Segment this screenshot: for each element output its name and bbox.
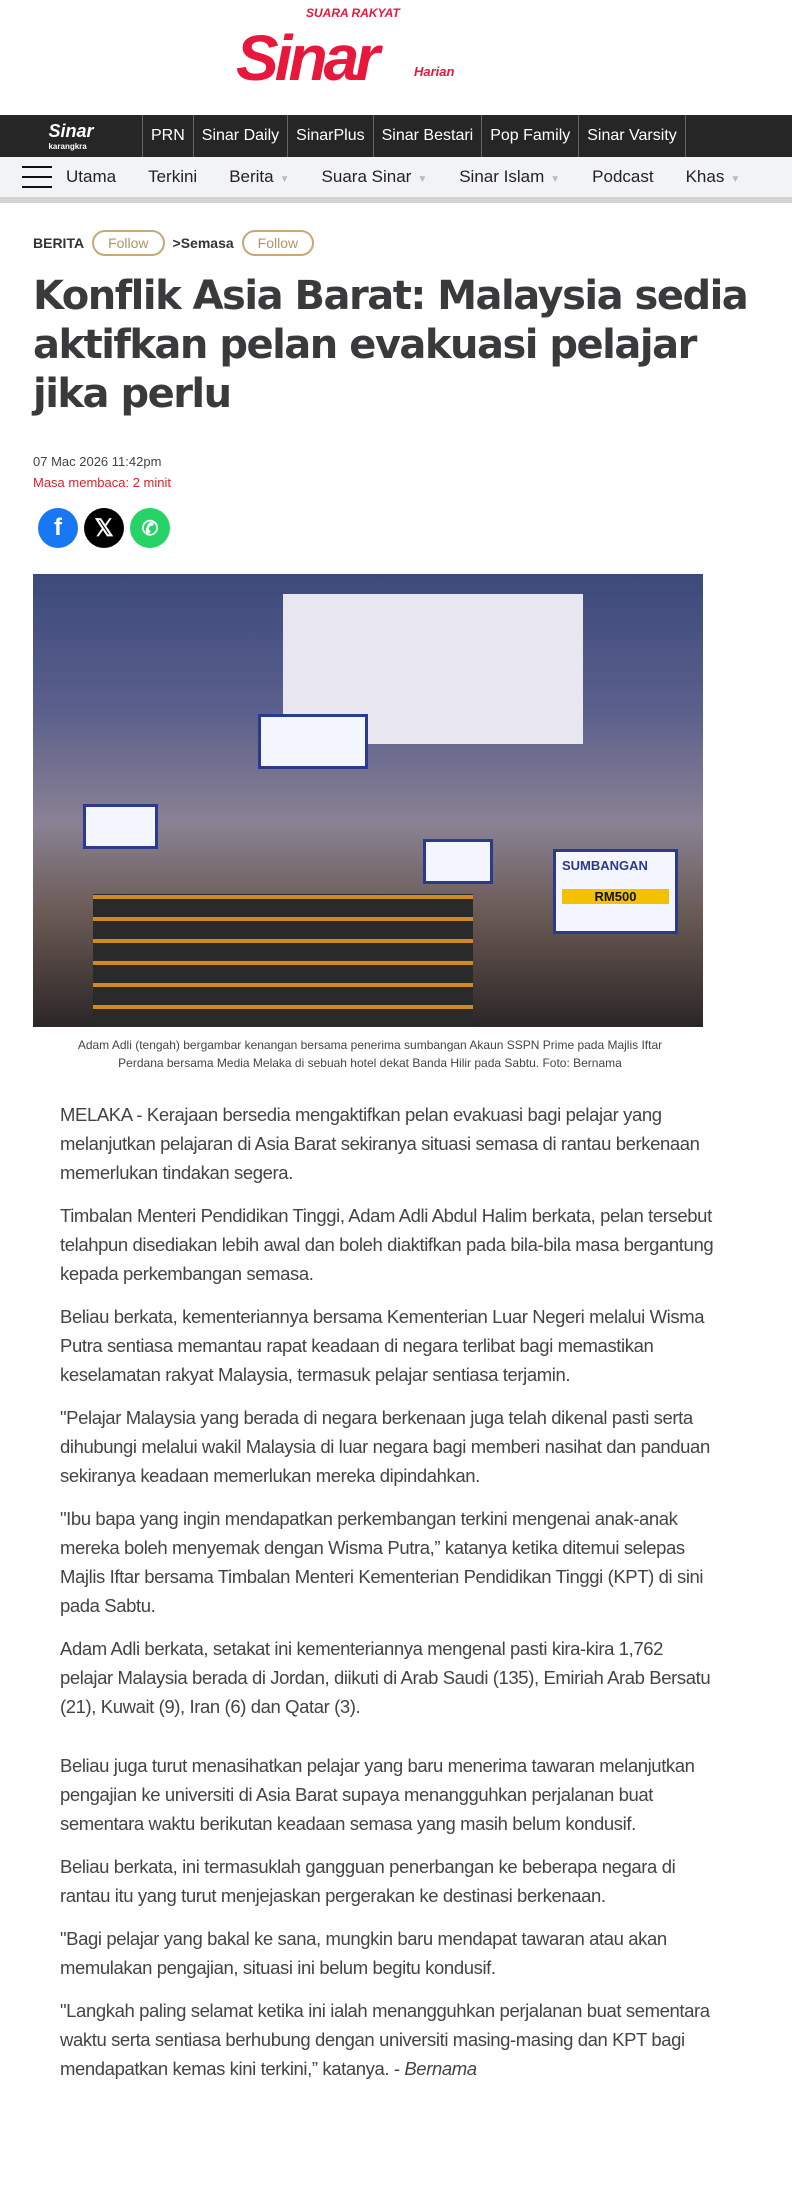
nav-berita[interactable] [229, 167, 289, 187]
sinar-harian-logo[interactable] [236, 6, 476, 98]
caret-down-icon: ▼ [279, 174, 290, 185]
main-nav [0, 157, 792, 203]
nav-terkini[interactable] [148, 167, 197, 187]
nav-khas[interactable] [686, 167, 741, 187]
network-link-sinar-varsity[interactable]: Sinar Varsity [579, 115, 686, 157]
whatsapp-share-icon[interactable]: ✆ [130, 508, 170, 548]
nav-label: Khas [685, 167, 725, 186]
caret-down-icon: ▼ [550, 174, 561, 185]
paragraph: "Bagi pelajar yang bakal ke sana, mungkin baru mendapat tawaran atau akan memulakan pengajian, situasi ini belum begitu kondusif. [60, 1928, 667, 1978]
breadcrumb-section[interactable]: BERITA [33, 235, 85, 251]
breadcrumb-subsection[interactable]: >Semasa [172, 235, 234, 251]
follow-section-button[interactable]: Follow [92, 230, 164, 256]
karangkra-brand: Sinar [48, 121, 94, 141]
article-photo [33, 574, 703, 1027]
nav-podcast[interactable] [592, 167, 653, 187]
article [33, 272, 763, 2097]
nav-label: Suara Sinar [321, 167, 412, 186]
network-link-sinar-daily[interactable]: Sinar Daily [194, 115, 288, 157]
paragraph: "Pelajar Malaysia yang berada di negara berkenaan juga telah dikenal pasti serta dihubungi melalui wakil Malaysia di luar negara bagi memberi nasihat dan panduan sekiranya keadaan memerlukan mereka dipindahkan. [60, 1407, 710, 1486]
sinar-karangkra-logo[interactable] [0, 115, 143, 157]
nav-sinar-islam[interactable] [459, 167, 560, 187]
paragraph: MELAKA - Kerajaan bersedia mengaktifkan pelan evakuasi bagi pelajar yang melanjutkan pelajaran di Asia Barat sekiranya situasi semasa di rantau berkenaan memerlukan tindakan segera. [60, 1104, 700, 1183]
network-link-sinar-bestari[interactable]: Sinar Bestari [374, 115, 483, 157]
breadcrumb [33, 230, 322, 256]
paragraph: Beliau juga turut menasihatkan pelajar yang baru menerima tawaran melanjutkan pengajian ke universiti di Asia Barat supaya menangguhkan perjalanan buat sementara waktu berikutan keadaan semasa yang masih belum kondusif. [60, 1755, 695, 1834]
paragraph: Beliau berkata, ini termasuklah gangguan penerbangan ke beberapa negara di rantau itu yang turut menjejaskan pergerakan ke destinasi berkenaan. [60, 1856, 676, 1906]
board-amount: RM500 [562, 889, 669, 904]
logo-tagline: SUARA RAKYAT [306, 6, 400, 20]
article-title: Konflik Asia Barat: Malaysia sedia aktifkan pelan evakuasi pelajar jika perlu [33, 273, 748, 417]
article-body [60, 1100, 720, 2083]
hamburger-menu-icon[interactable] [22, 166, 52, 188]
network-link-sinarplus[interactable]: SinarPlus [288, 115, 373, 157]
nav-label: Podcast [592, 167, 654, 186]
logo-sub: Harian [414, 64, 455, 79]
publish-date: 07 Mac 2026 11:42pm [33, 454, 162, 469]
board-title: SUMBANGAN [562, 858, 648, 873]
photo-caption: Adam Adli (tengah) bergambar kenangan bersama penerima sumbangan Akaun SSPN Prime pada Majlis Iftar Perdana bersama Media Melaka di sebuah hotel dekat Banda Hilir pada Sabtu. Foto: Bernama [77, 1038, 663, 1070]
paragraph: Beliau berkata, kementeriannya bersama Kementerian Luar Negeri melalui Wisma Putra sentiasa memantau rapat keadaan di negara terlibat bagi memastikan keselamatan rakyat Malaysia, termasuk pelajar sentiasa terjamin. [60, 1306, 705, 1385]
donation-board [258, 714, 368, 769]
nav-label: Utama [66, 167, 117, 186]
network-link-pop-family[interactable]: Pop Family [482, 115, 579, 157]
caret-down-icon: ▼ [730, 174, 741, 185]
donation-board [423, 839, 493, 884]
donation-board [553, 849, 678, 934]
paragraph: Timbalan Menteri Pendidikan Tinggi, Adam Adli Abdul Halim berkata, pelan tersebut telahpun disediakan lebih awal dan boleh diaktifkan pada bila-bila masa bergantung kepada perkembangan semasa. [60, 1205, 714, 1284]
nav-suara-sinar[interactable] [322, 167, 428, 187]
stage-steps [93, 894, 473, 1027]
nav-utama[interactable] [66, 167, 116, 187]
reading-time: Masa membaca: 2 minit [33, 475, 171, 490]
caret-down-icon: ▼ [417, 174, 428, 185]
article-source: Bernama [404, 2058, 477, 2079]
nav-label: Sinar Islam [459, 167, 545, 186]
logo-wordmark: Sinar [236, 22, 377, 94]
karangkra-sub: karangkra [48, 142, 87, 151]
network-link-prn[interactable]: PRN [143, 115, 194, 157]
nav-label: Berita [229, 167, 274, 186]
nav-label: Terkini [148, 167, 198, 186]
donation-board [83, 804, 158, 849]
paragraph-text: "Langkah paling selamat ketika ini ialah menangguhkan perjalanan buat sementara waktu serta sentiasa berhubung dengan universiti masing-masing dan KPT bagi mendapatkan kemas kini terkini,” katanya. - [60, 2000, 710, 2079]
x-share-icon[interactable]: 𝕏 [84, 508, 124, 548]
paragraph: Adam Adli berkata, setakat ini kementeriannya mengenal pasti kira-kira 1,762 pelajar Malaysia berada di Jordan, diikuti di Arab Saudi (135), Emiriah Arab Bersatu (21), Kuwait (9), Iran (6) dan Qatar (3). [60, 1638, 711, 1717]
network-bar [0, 115, 792, 157]
facebook-share-icon[interactable]: f [38, 508, 78, 548]
paragraph: "Ibu bapa yang ingin mendapatkan perkembangan terkini mengenai anak-anak mereka boleh menyemak dengan Wisma Putra,” katanya ketika ditemui selepas Majlis Iftar bersama Timbalan Menteri Kementerian Pendidikan Tinggi (KPT) di sini pada Sabtu. [60, 1508, 704, 1616]
follow-subsection-button[interactable]: Follow [242, 230, 314, 256]
share-buttons [38, 508, 763, 548]
paragraph-last [60, 1996, 720, 2083]
